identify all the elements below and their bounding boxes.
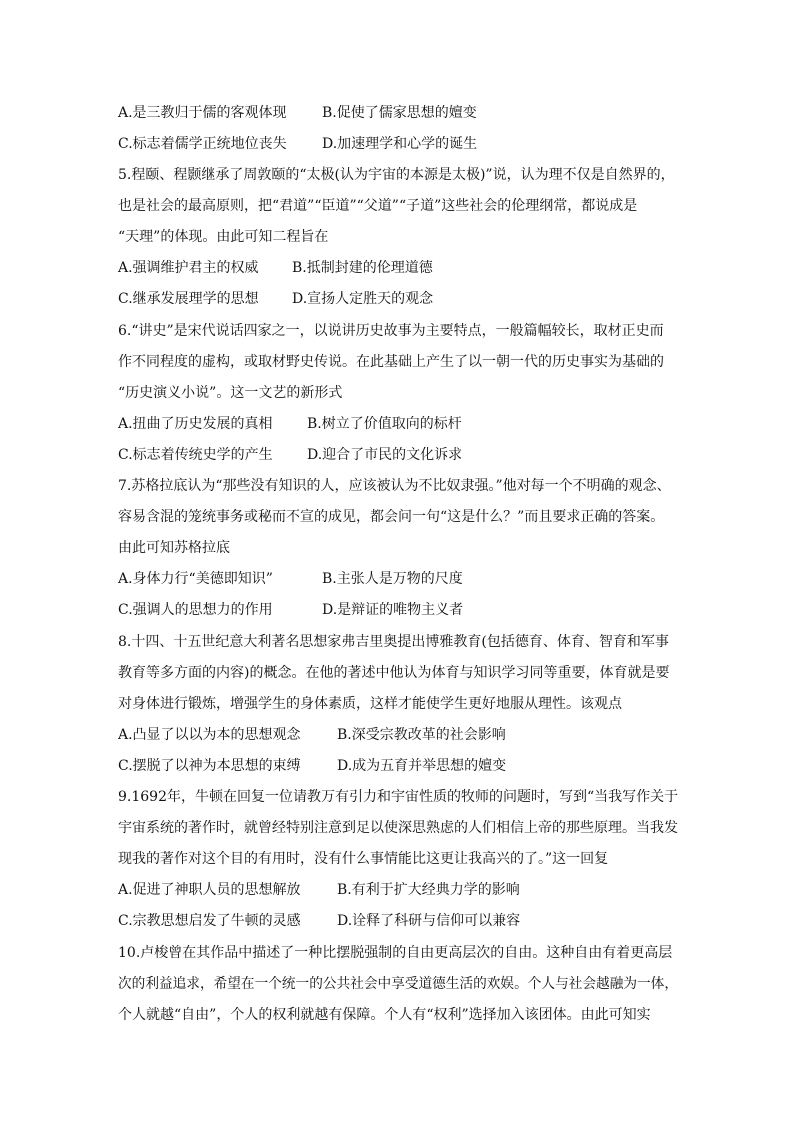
q4-option-a[interactable]: A.是三教归于儒的客观体现	[118, 105, 287, 121]
q7-stem-line-2: 容易含混的笼统事务或秘而不宣的成见，都会问一句“这是什么？”而且要求正确的答案。	[118, 509, 665, 525]
q9-option-a[interactable]: A.促进了神职人员的思想解放	[118, 882, 301, 898]
q5-stem-line-1: 5.程颐、程颢继承了周敦颐的“太极(认为宇宙的本源是太极)”说，认为理不仅是自然界的，	[118, 167, 675, 183]
q6-option-b[interactable]: B.树立了价值取向的标杆	[307, 416, 462, 432]
q7-option-d[interactable]: D.是辩证的唯物主义者	[322, 602, 464, 618]
q10-stem-line-1: 10.卢梭曾在其作品中描述了一种比摆脱强制的自由更高层次的自由。这种自由有着更高层	[118, 945, 673, 961]
q7-stem-line-1: 7.苏格拉底认为“那些没有知识的人，应该被认为不比奴隶强。”他对每一个不明确的观念、	[118, 478, 671, 494]
q6-stem-line-1: 6.“讲史”是宋代说话四家之一，以说讲历史故事为主要特点，一般篇幅较长，取材正史而	[118, 323, 664, 339]
q6-option-d[interactable]: D.迎合了市民的文化诉求	[307, 447, 463, 463]
q7-option-c[interactable]: C.强调人的思想力的作用	[118, 602, 273, 618]
q6-stem-line-2: 作不同程度的虚构，或取材野史传说。在此基础上产生了以一朝一代的历史事实为基础的	[118, 354, 664, 370]
q8-option-a[interactable]: A.凸显了以以为本的思想观念	[118, 727, 301, 743]
q8-stem-line-3: 对身体进行锻炼，增强学生的身体素质，这样才能使学生更好地服从理性。该观点	[118, 696, 622, 712]
q4-option-d[interactable]: D.加速理学和心学的诞生	[322, 136, 478, 152]
q9-stem-line-1: 9.1692年，牛顿在回复一位请教万有引力和宇宙性质的牧师的问题时，写到“当我写作关于	[118, 789, 679, 805]
q4-option-b[interactable]: B.促使了儒家思想的嬗变	[322, 105, 477, 121]
q7-stem-line-3: 由此可知苏格拉底	[118, 540, 230, 556]
q6-option-a[interactable]: A.扭曲了历史发展的真相	[118, 416, 273, 432]
q4-option-c[interactable]: C.标志着儒学正统地位丧失	[118, 136, 287, 152]
q9-option-b[interactable]: B.有利于扩大经典力学的影响	[337, 882, 520, 898]
q6-option-c[interactable]: C.标志着传统史学的产生	[118, 447, 273, 463]
q8-option-c[interactable]: C.摆脱了以神为本思想的束缚	[118, 758, 301, 774]
q10-stem-line-3: 个人就越“自由”，个人的权利就越有保障。个人有“权利”选择加入该团体。由此可知实	[118, 1007, 651, 1023]
q8-option-b[interactable]: B.深受宗教改革的社会影响	[337, 727, 506, 743]
q9-stem-line-3: 现我的著作对这个目的有用时，没有什么事情能比这更让我高兴的了。”这一回复	[118, 851, 609, 867]
q5-option-b[interactable]: B.抵制封建的伦理道德	[292, 260, 433, 276]
q9-stem-line-2: 宇宙系统的著作时，就曾经特别注意到足以使深思熟虑的人们相信上帝的那些原理。当我发	[118, 820, 678, 836]
q7-option-b[interactable]: B.主张人是万物的尺度	[322, 571, 463, 587]
q8-stem-line-1: 8.十四、十五世纪意大利著名思想家弗吉里奥提出博雅教育(包括德育、体育、智育和军事	[118, 634, 669, 650]
q8-option-d[interactable]: D.成为五育并举思想的嬗变	[337, 758, 507, 774]
q5-stem-line-2: 也是社会的最高原则，把“君道”“臣道”“父道”“子道”这些社会的伦理纲常，都说成是	[118, 198, 638, 214]
q5-option-c[interactable]: C.继承发展理学的思想	[118, 291, 259, 307]
q9-option-d[interactable]: D.诠释了科研与信仰可以兼容	[337, 913, 521, 929]
q5-option-d[interactable]: D.宣扬人定胜天的观念	[292, 291, 434, 307]
q5-stem-line-3: “天理”的体现。由此可知二程旨在	[118, 229, 329, 245]
q6-stem-line-3: “历史演义小说”。这一文艺的新形式	[118, 385, 343, 401]
q9-option-c[interactable]: C.宗教思想启发了牛顿的灵感	[118, 913, 301, 929]
q8-stem-line-2: 教育等多方面的内容)的概念。在他的著述中他认为体育与知识学习同等重要，体育就是要	[118, 665, 670, 681]
q5-option-a[interactable]: A.强调维护君主的权威	[118, 260, 259, 276]
q10-stem-line-2: 次的利益追求，希望在一个统一的公共社会中享受道德生活的欢娱。个人与社会越融为一体，	[118, 976, 678, 992]
q7-option-a[interactable]: A.身体力行“美德即知识”	[118, 571, 273, 587]
